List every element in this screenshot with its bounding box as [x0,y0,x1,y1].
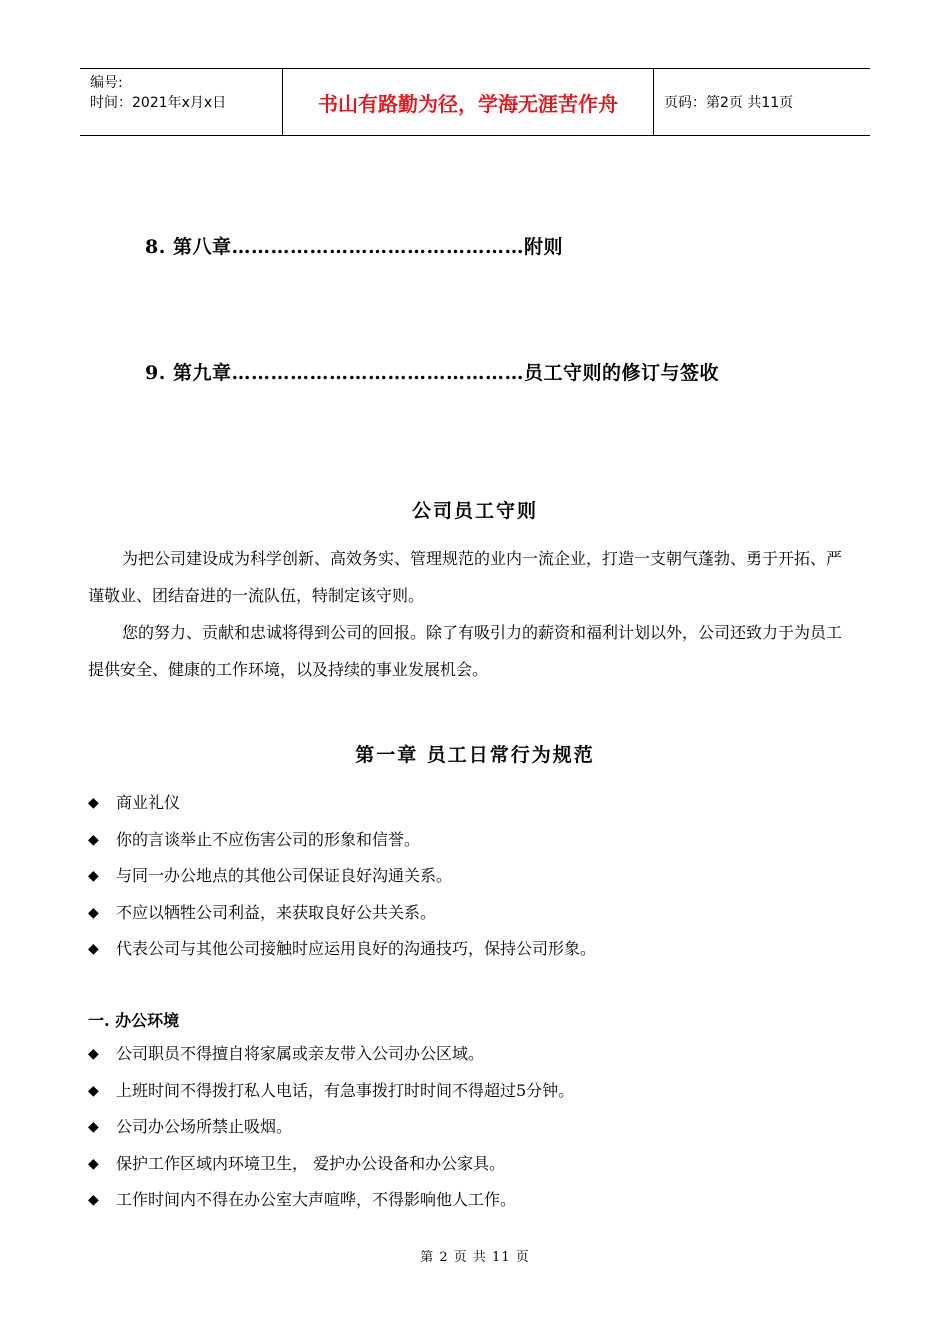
header-number-label: 编号: [90,75,123,91]
toc-item-chapter-8: 8. 第八章………………………………………附则 [145,236,563,258]
list-item: ◆ 公司办公场所禁止吸烟。 [88,1109,574,1146]
diamond-bullet-icon: ◆ [88,941,99,957]
chapter-1-title: 第一章 员工日常行为规范 [355,744,595,766]
document-title: 公司员工守则 [411,500,538,522]
office-rules-list [88,1036,574,1219]
list-item: ◆ 不应以牺牲公司利益，来获取良好公共关系。 [88,895,596,932]
list-item: ◆ 商业礼仪 [88,785,596,822]
diamond-bullet-icon: ◆ [88,1046,99,1062]
page-footer: 第 2 页 共 11 页 [420,1250,530,1265]
diamond-bullet-icon: ◆ [88,831,99,848]
list-item: ◆ 你的言谈举止不应伤害公司的形象和信誉。 [88,822,596,859]
header-motto: 书山有路勤为径，学海无涯苦作舟 [282,69,654,135]
list-item: ◆ 代表公司与其他公司接触时应运用良好的沟通技巧，保持公司形象。 [88,931,596,968]
section-office-environment-title: 一. 办公环境 [88,1011,180,1030]
diamond-bullet-icon: ◆ [88,1155,99,1172]
diamond-bullet-icon: ◆ [88,795,99,811]
toc-item-chapter-9: 9. 第九章………………………………………员工守则的修订与签收 [145,362,719,384]
diamond-bullet-icon: ◆ [88,868,99,884]
diamond-bullet-icon: ◆ [88,1119,99,1135]
diamond-bullet-icon: ◆ [88,1192,99,1208]
list-item: ◆ 与同一办公地点的其他公司保证良好沟通关系。 [88,858,596,895]
list-item: ◆ 上班时间不得拨打私人电话，有急事拨打时时间不得超过5分钟。 [88,1073,574,1110]
header-meta [80,69,282,135]
header-time-label: 时间：2021年x月x日 [90,95,227,111]
page-header [80,68,870,136]
list-item: ◆ 公司职员不得擅自将家属或亲友带入公司办公区域。 [88,1036,574,1073]
header-page-info: 页码：第2页 共11页 [664,95,794,111]
list-item: ◆ 工作时间内不得在办公室大声喧哗，不得影响他人工作。 [88,1182,574,1219]
etiquette-list [88,785,596,968]
diamond-bullet-icon: ◆ [88,904,99,921]
diamond-bullet-icon: ◆ [88,1082,99,1099]
intro-paragraph-2: 您的努力、贡献和忠诚将得到公司的回报。除了有吸引力的薪资和福利计划以外，公司还致力于为员工提供安全、健康的工作环境，以及持续的事业发展机会。 [88,623,843,679]
intro-paragraph-1: 为把公司建设成为科学创新、高效务实、管理规范的业内一流企业，打造一支朝气蓬勃、勇于开拓、严谨敬业、团结奋进的一流队伍，特制定该守则。 [88,549,843,605]
list-item: ◆ 保护工作区域内环境卫生， 爱护办公设备和办公家具。 [88,1146,574,1183]
